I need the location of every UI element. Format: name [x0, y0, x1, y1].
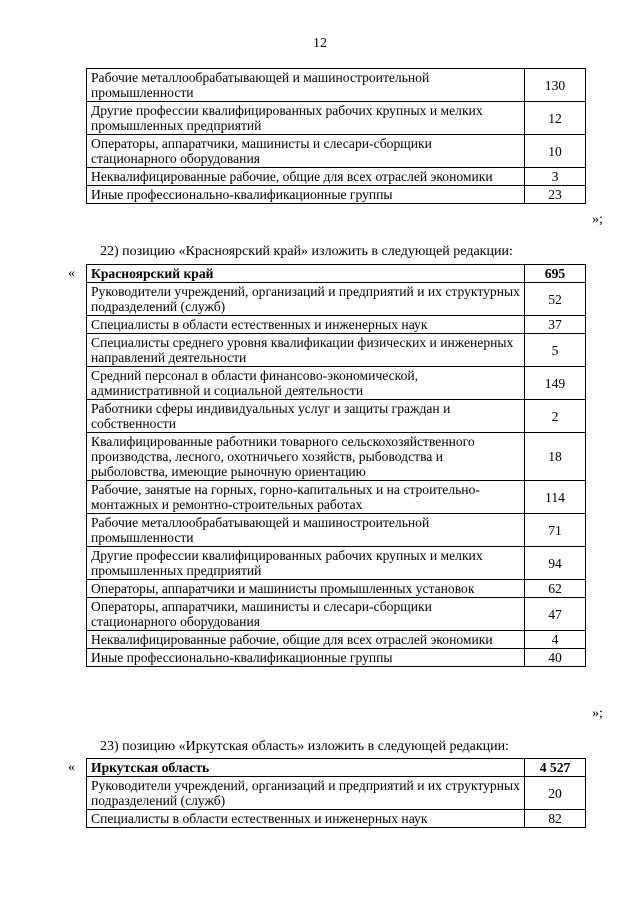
row-name: Операторы, аппаратчики, машинисты и слесари-сборщики стационарного оборудования [87, 135, 525, 168]
row-name: Рабочие металлообрабатывающей и машиностроительной промышленности [87, 514, 525, 547]
opening-quote: « [68, 266, 75, 281]
table-row [87, 102, 586, 135]
row-value: 37 [525, 316, 586, 334]
row-name: Иные профессионально-квалификационные группы [87, 649, 525, 667]
row-value: 23 [525, 186, 586, 204]
row-name: Рабочие металлообрабатывающей и машиностроительной промышленности [87, 69, 525, 102]
row-name: Неквалифицированные рабочие, общие для всех отраслей экономики [87, 168, 525, 186]
row-name: Средний персонал в области финансово-экономической, административной и социальной деятельности [87, 367, 525, 400]
table-row [87, 367, 586, 400]
closing-quote: »; [592, 212, 603, 227]
row-name: Неквалифицированные рабочие, общие для всех отраслей экономики [87, 631, 525, 649]
closing-quote: »; [592, 706, 603, 721]
row-value: 20 [525, 777, 586, 810]
row-value: 94 [525, 547, 586, 580]
table-row [87, 283, 586, 316]
row-value: 4 [525, 631, 586, 649]
row-name: Рабочие, занятые на горных, горно-капитальных и на строительно-монтажных и ремонтно-строительных работах [87, 481, 525, 514]
row-value: 52 [525, 283, 586, 316]
row-name: Работники сферы индивидуальных услуг и защиты граждан и собственности [87, 400, 525, 433]
row-value: 114 [525, 481, 586, 514]
row-name: Операторы, аппаратчики, машинисты и слесари-сборщики стационарного оборудования [87, 598, 525, 631]
row-value: 5 [525, 334, 586, 367]
table-row [87, 168, 586, 186]
table-row [87, 514, 586, 547]
table-row [87, 433, 586, 481]
table-row [87, 598, 586, 631]
table-continuation [86, 68, 586, 204]
paragraph-22: 22) позицию «Красноярский край» изложить в следующей редакции: [100, 244, 513, 259]
page-number: 12 [313, 36, 327, 51]
table-row [87, 186, 586, 204]
row-name: Руководители учреждений, организаций и предприятий и их структурных подразделений (служб) [87, 777, 525, 810]
row-value: 47 [525, 598, 586, 631]
row-value: 3 [525, 168, 586, 186]
table-krasnoyarsk [86, 264, 586, 667]
row-value: 10 [525, 135, 586, 168]
table-row [87, 69, 586, 102]
table-row [87, 481, 586, 514]
row-value: 82 [525, 810, 586, 828]
row-value: 2 [525, 400, 586, 433]
row-name: Другие профессии квалифицированных рабочих крупных и мелких промышленных предприятий [87, 547, 525, 580]
row-name: Другие профессии квалифицированных рабочих крупных и мелких промышленных предприятий [87, 102, 525, 135]
row-value: 149 [525, 367, 586, 400]
table-row [87, 810, 586, 828]
opening-quote: « [68, 760, 75, 775]
table-row [87, 580, 586, 598]
row-value: 18 [525, 433, 586, 481]
region-total: 695 [525, 265, 586, 283]
table-row [87, 547, 586, 580]
table-row [87, 631, 586, 649]
table-row [87, 316, 586, 334]
table-irkutsk [86, 758, 586, 828]
row-value: 40 [525, 649, 586, 667]
table-header-row [87, 265, 586, 283]
row-name: Операторы, аппаратчики и машинисты промышленных установок [87, 580, 525, 598]
table-header-row [87, 759, 586, 777]
region-name: Красноярский край [87, 265, 525, 283]
table-row [87, 400, 586, 433]
table-row [87, 649, 586, 667]
row-name: Специалисты среднего уровня квалификации физических и инженерных направлений деятельности [87, 334, 525, 367]
row-name: Руководители учреждений, организаций и предприятий и их структурных подразделений (служб) [87, 283, 525, 316]
row-name: Специалисты в области естественных и инженерных наук [87, 316, 525, 334]
row-name: Квалифицированные работники товарного сельскохозяйственного производства, лесного, охотничьего хозяйств, рыбоводства и рыболовства, имеющие рыночную ориентацию [87, 433, 525, 481]
row-value: 71 [525, 514, 586, 547]
row-value: 12 [525, 102, 586, 135]
row-value: 62 [525, 580, 586, 598]
region-total: 4 527 [525, 759, 586, 777]
table-row [87, 135, 586, 168]
row-name: Специалисты в области естественных и инженерных наук [87, 810, 525, 828]
paragraph-23: 23) позицию «Иркутская область» изложить в следующей редакции: [100, 739, 510, 754]
row-value: 130 [525, 69, 586, 102]
row-name: Иные профессионально-квалификационные группы [87, 186, 525, 204]
region-name: Иркутская область [87, 759, 525, 777]
table-row [87, 334, 586, 367]
table-row [87, 777, 586, 810]
